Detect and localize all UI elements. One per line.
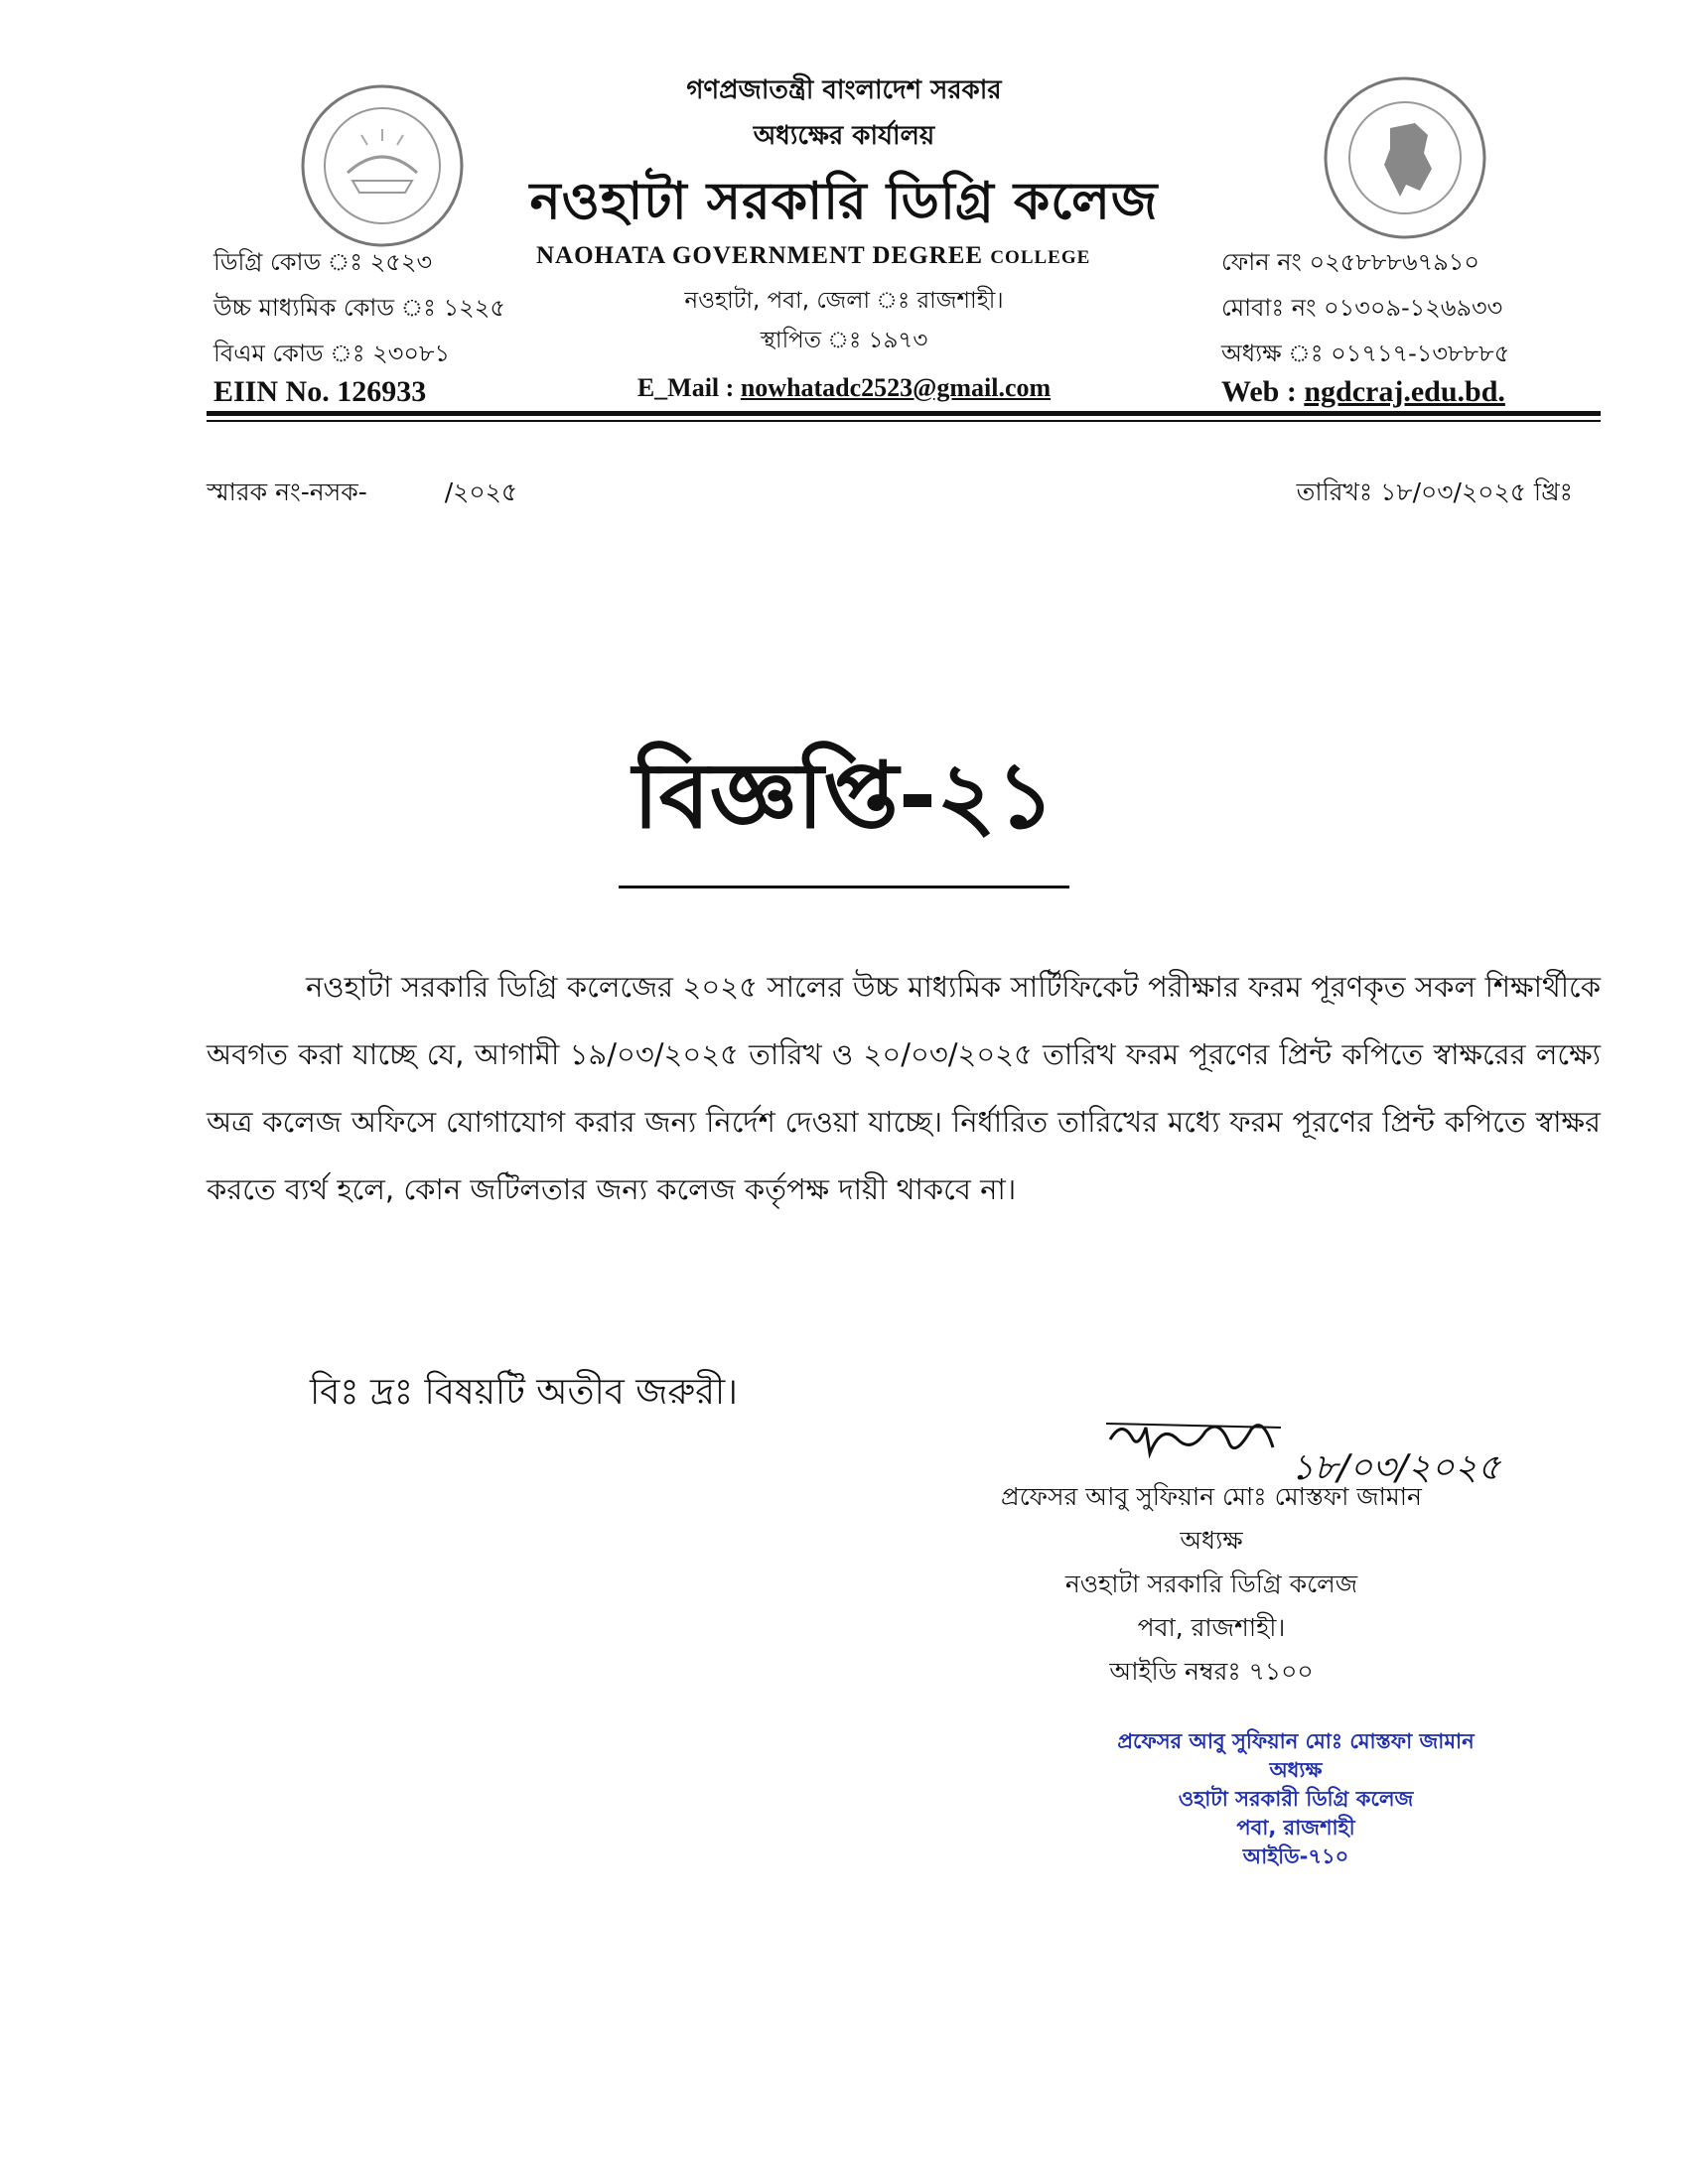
- signature-date: ১৮/০৩/২০২৫: [1291, 1447, 1501, 1488]
- college-name-en: [536, 242, 1211, 270]
- mobile-number: মোবাঃ নং ০১৩০৯-১২৬৯৩৩: [1221, 294, 1503, 322]
- stamp-location: পবা, রাজশাহী: [1236, 1816, 1355, 1840]
- memo-date: তারিখঃ ১৮/০৩/২০২৫ খ্রিঃ: [1296, 478, 1573, 506]
- bm-code: বিএম কোড ঃ ২৩০৮১: [213, 340, 451, 367]
- government-heading: গণপ্রজাতন্ত্রী বাংলাদেশ সরকার: [686, 75, 1002, 105]
- college-name-en-main: NAOHATA GOVERNMENT DEGREE: [536, 242, 984, 269]
- signatory-id: আইডি নম্বরঃ ৭১০০: [1109, 1657, 1314, 1686]
- notice-body: নওহাটা সরকারি ডিগ্রি কলেজের ২০২৫ সালের উচ্চ মাধ্যমিক সার্টিফিকেট পরীক্ষার ফরম পূরণকৃত সকল শিক্ষার্থীকে অবগত করা যাচ্ছে যে, আগামী ১৯/০৩/২০২৫ তারিখ ও ২০/০৩/২০২৫ তারিখ ফরম পূরণের প্রিন্ট কপিতে স্বাক্ষরের লক্ষ্যে অত্র কলেজ অফিসে যোগাযোগ করার জন্য নির্দেশ দেওয়া যাচ্ছে। নির্ধারিত তারিখের মধ্যে ফরম পূরণের প্রিন্ট কপিতে স্বাক্ষর করতে ব্যর্থ হলে, কোন জটিলতার জন্য কলেজ কর্তৃপক্ষ দায়ী থাকবে না।: [207, 970, 1601, 1206]
- email-label: E_Mail :: [636, 373, 741, 402]
- web-link[interactable]: ngdcraj.edu.bd.: [1304, 375, 1505, 408]
- eiin-number: EIIN No. 126933: [213, 375, 427, 408]
- office-heading: অধ্যক্ষের কার্যালয়: [753, 121, 935, 151]
- hsc-code: উচ্চ মাধ্যমিক কোড ঃ ১২২৫: [213, 294, 505, 322]
- signatory-college: নওহাটা সরকারি ডিগ্রি কলেজ: [1064, 1570, 1358, 1598]
- signature-block: [973, 1475, 1450, 1694]
- header-divider-thin: [207, 420, 1601, 422]
- web-line: [1221, 375, 1505, 409]
- degree-code: ডিগ্রি কোড ঃ ২৫২৩: [213, 248, 433, 276]
- signatory-location: পবা, রাজশাহী।: [1137, 1613, 1286, 1642]
- stamp-name: প্রফেসর আবু সুফিয়ান মোঃ মোস্তফা জামান: [1117, 1729, 1475, 1753]
- notice-title-text: বিজ্ঞপ্তি-২১: [619, 725, 1068, 888]
- notice-note: বিঃ দ্রঃ বিষয়টি অতীব জরুরী।: [310, 1372, 739, 1413]
- memo-label: স্মারক নং-নসক-: [207, 478, 367, 506]
- web-label: Web :: [1221, 375, 1305, 408]
- college-name-en-small: COLLEGE: [990, 247, 1091, 268]
- memo-number: /২০২৫: [444, 478, 518, 506]
- stamp-designation: অধ্যক্ষ: [1269, 1758, 1323, 1782]
- header-divider-thick: [207, 411, 1601, 416]
- stamp-college: ওহাটা সরকারী ডিগ্রি কলেজ: [1178, 1787, 1414, 1811]
- college-address: নওহাটা, পবা, জেলা ঃ রাজশাহী।: [684, 288, 1004, 314]
- signatory-designation: অধ্যক্ষ: [1180, 1526, 1243, 1555]
- principal-phone: অধ্যক্ষ ঃ ০১৭১৭-১৩৮৮৮৫: [1221, 340, 1510, 367]
- notice-title: [0, 725, 1688, 888]
- official-stamp: [1082, 1727, 1509, 1871]
- phone-number: ফোন নং ০২৫৮৮৮৬৭৯১০: [1221, 248, 1479, 276]
- college-name-bn: নওহাটা সরকারি ডিগ্রি কলেজ: [529, 172, 1159, 231]
- stamp-id: আইডি-৭১০: [1242, 1844, 1349, 1868]
- established-year: স্থাপিত ঃ ১৯৭৩: [760, 328, 928, 353]
- email-link[interactable]: nowhatadc2523@gmail.com: [740, 373, 1052, 402]
- memo-reference: [207, 473, 517, 515]
- signatory-name: প্রফেসর আবু সুফিয়ান মোঃ মোস্তফা জামান: [1001, 1482, 1422, 1511]
